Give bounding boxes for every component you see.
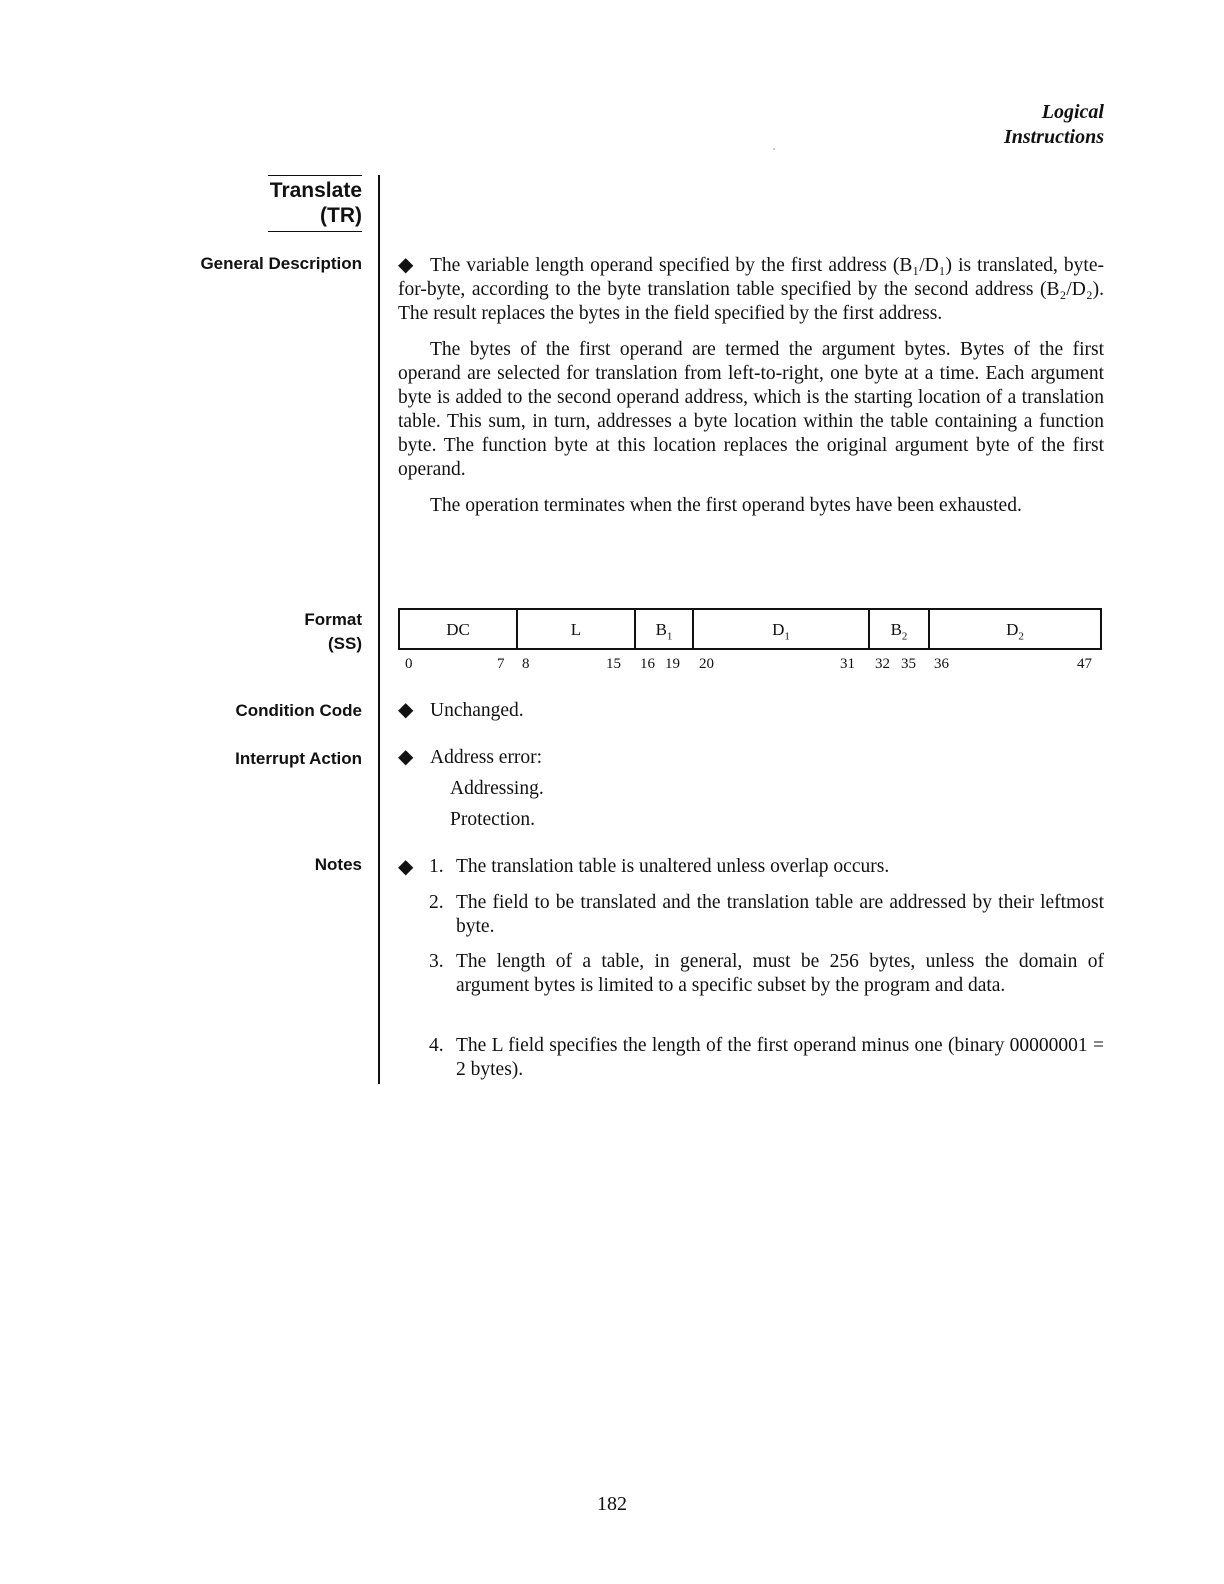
label-condition-code: Condition Code (235, 701, 362, 720)
general-paragraph-3: The operation terminates when the first operand bytes have been exhausted. (430, 495, 1022, 516)
bit-label: 7 (497, 656, 505, 672)
vertical-divider (378, 175, 380, 1084)
bit-label: 19 (665, 656, 680, 672)
note-item (429, 1034, 1104, 1082)
note-number: 4. (429, 1035, 444, 1056)
bit-label: 16 (640, 656, 655, 672)
interrupt-item: Protection. (450, 809, 536, 830)
general-paragraph-1 (398, 253, 1104, 326)
bit-label: 31 (840, 656, 855, 672)
interrupt-item: Addressing. (450, 778, 544, 799)
general-paragraph-1-text: The variable length operand specified by the first address (B₁/D₁) is translated, byte-for-byte, according to the byte translation table specified by the second address (B₂/D₂). The result replaces the bytes in the field specified by the first address. (398, 255, 1104, 324)
format-field-b2: $B_2$ (868, 610, 928, 648)
bullet-diamond-icon: ◆ (398, 699, 414, 721)
format-field-dc: DC (446, 620, 470, 639)
label-interrupt-action: Interrupt Action (235, 749, 362, 768)
label-notes: Notes (314, 855, 362, 874)
note-text: The translation table is unaltered unless overlap occurs. (456, 856, 890, 877)
note-number: 3. (429, 951, 444, 972)
scan-speck (773, 148, 775, 150)
bit-label: 32 (875, 656, 890, 672)
interrupt-sub-list (450, 773, 544, 835)
interrupt-main-text: Address error: (430, 747, 543, 768)
condition-code-text: Unchanged. (430, 700, 524, 721)
note-number: 1. (429, 856, 444, 877)
format-field-d1: $D_1$ (692, 610, 868, 648)
label-format-line-2: (SS) (328, 634, 362, 653)
bit-label: 8 (522, 656, 530, 672)
format-field-b1: $B_1$ (634, 610, 692, 648)
note-text: The length of a table, in general, must be 256 bytes, unless the domain of argument bytes is limited to a specific subset by the program and data. (456, 951, 1104, 996)
header-line-1: Logical (1041, 101, 1104, 123)
note-item (429, 950, 1104, 998)
general-description-body (398, 253, 1104, 518)
title-line-1: Translate (269, 179, 362, 202)
bit-label: 20 (699, 656, 714, 672)
format-field-d2: $D_2$ (928, 610, 1100, 648)
general-paragraph-2: The bytes of the first operand are termed the argument bytes. Bytes of the first operand are selected for translation from left-to-right, one byte at a time. Each argument byte is added to the second operand address, which is the starting location of a translation table. This sum, in turn, addresses a byte location within the table containing a function byte. The function byte at this location replaces the original argument byte of the first operand. (398, 339, 1104, 480)
bit-label: 0 (405, 656, 413, 672)
bit-label: 36 (934, 656, 949, 672)
label-general-description: General Description (200, 254, 362, 273)
bit-label: 35 (901, 656, 916, 672)
note-item (429, 891, 1104, 939)
interrupt-action-body (398, 745, 1104, 770)
bullet-diamond-icon: ◆ (398, 746, 414, 768)
instruction-format-diagram (398, 608, 1102, 650)
format-field-l: L (516, 610, 634, 648)
page-number: 182 (597, 1493, 627, 1515)
label-format-line-1: Format (304, 610, 362, 629)
condition-code-body (398, 698, 1104, 723)
title-line-2: (TR) (320, 204, 362, 227)
bullet-diamond-icon: ◆ (398, 254, 414, 276)
bullet-diamond-icon: ◆ (398, 856, 414, 878)
note-text: The L field specifies the length of the first operand minus one (binary 00000001 = 2 bytes). (456, 1035, 1104, 1080)
bit-label: 47 (1077, 656, 1092, 672)
instruction-title (268, 175, 362, 232)
note-text: The field to be translated and the translation table are addressed by their leftmost byte. (456, 892, 1104, 937)
bit-label: 15 (606, 656, 621, 672)
running-header (1004, 100, 1104, 150)
note-item (429, 855, 1104, 879)
header-line-2: Instructions (1003, 126, 1104, 148)
label-format (304, 608, 362, 656)
note-number: 2. (429, 892, 444, 913)
